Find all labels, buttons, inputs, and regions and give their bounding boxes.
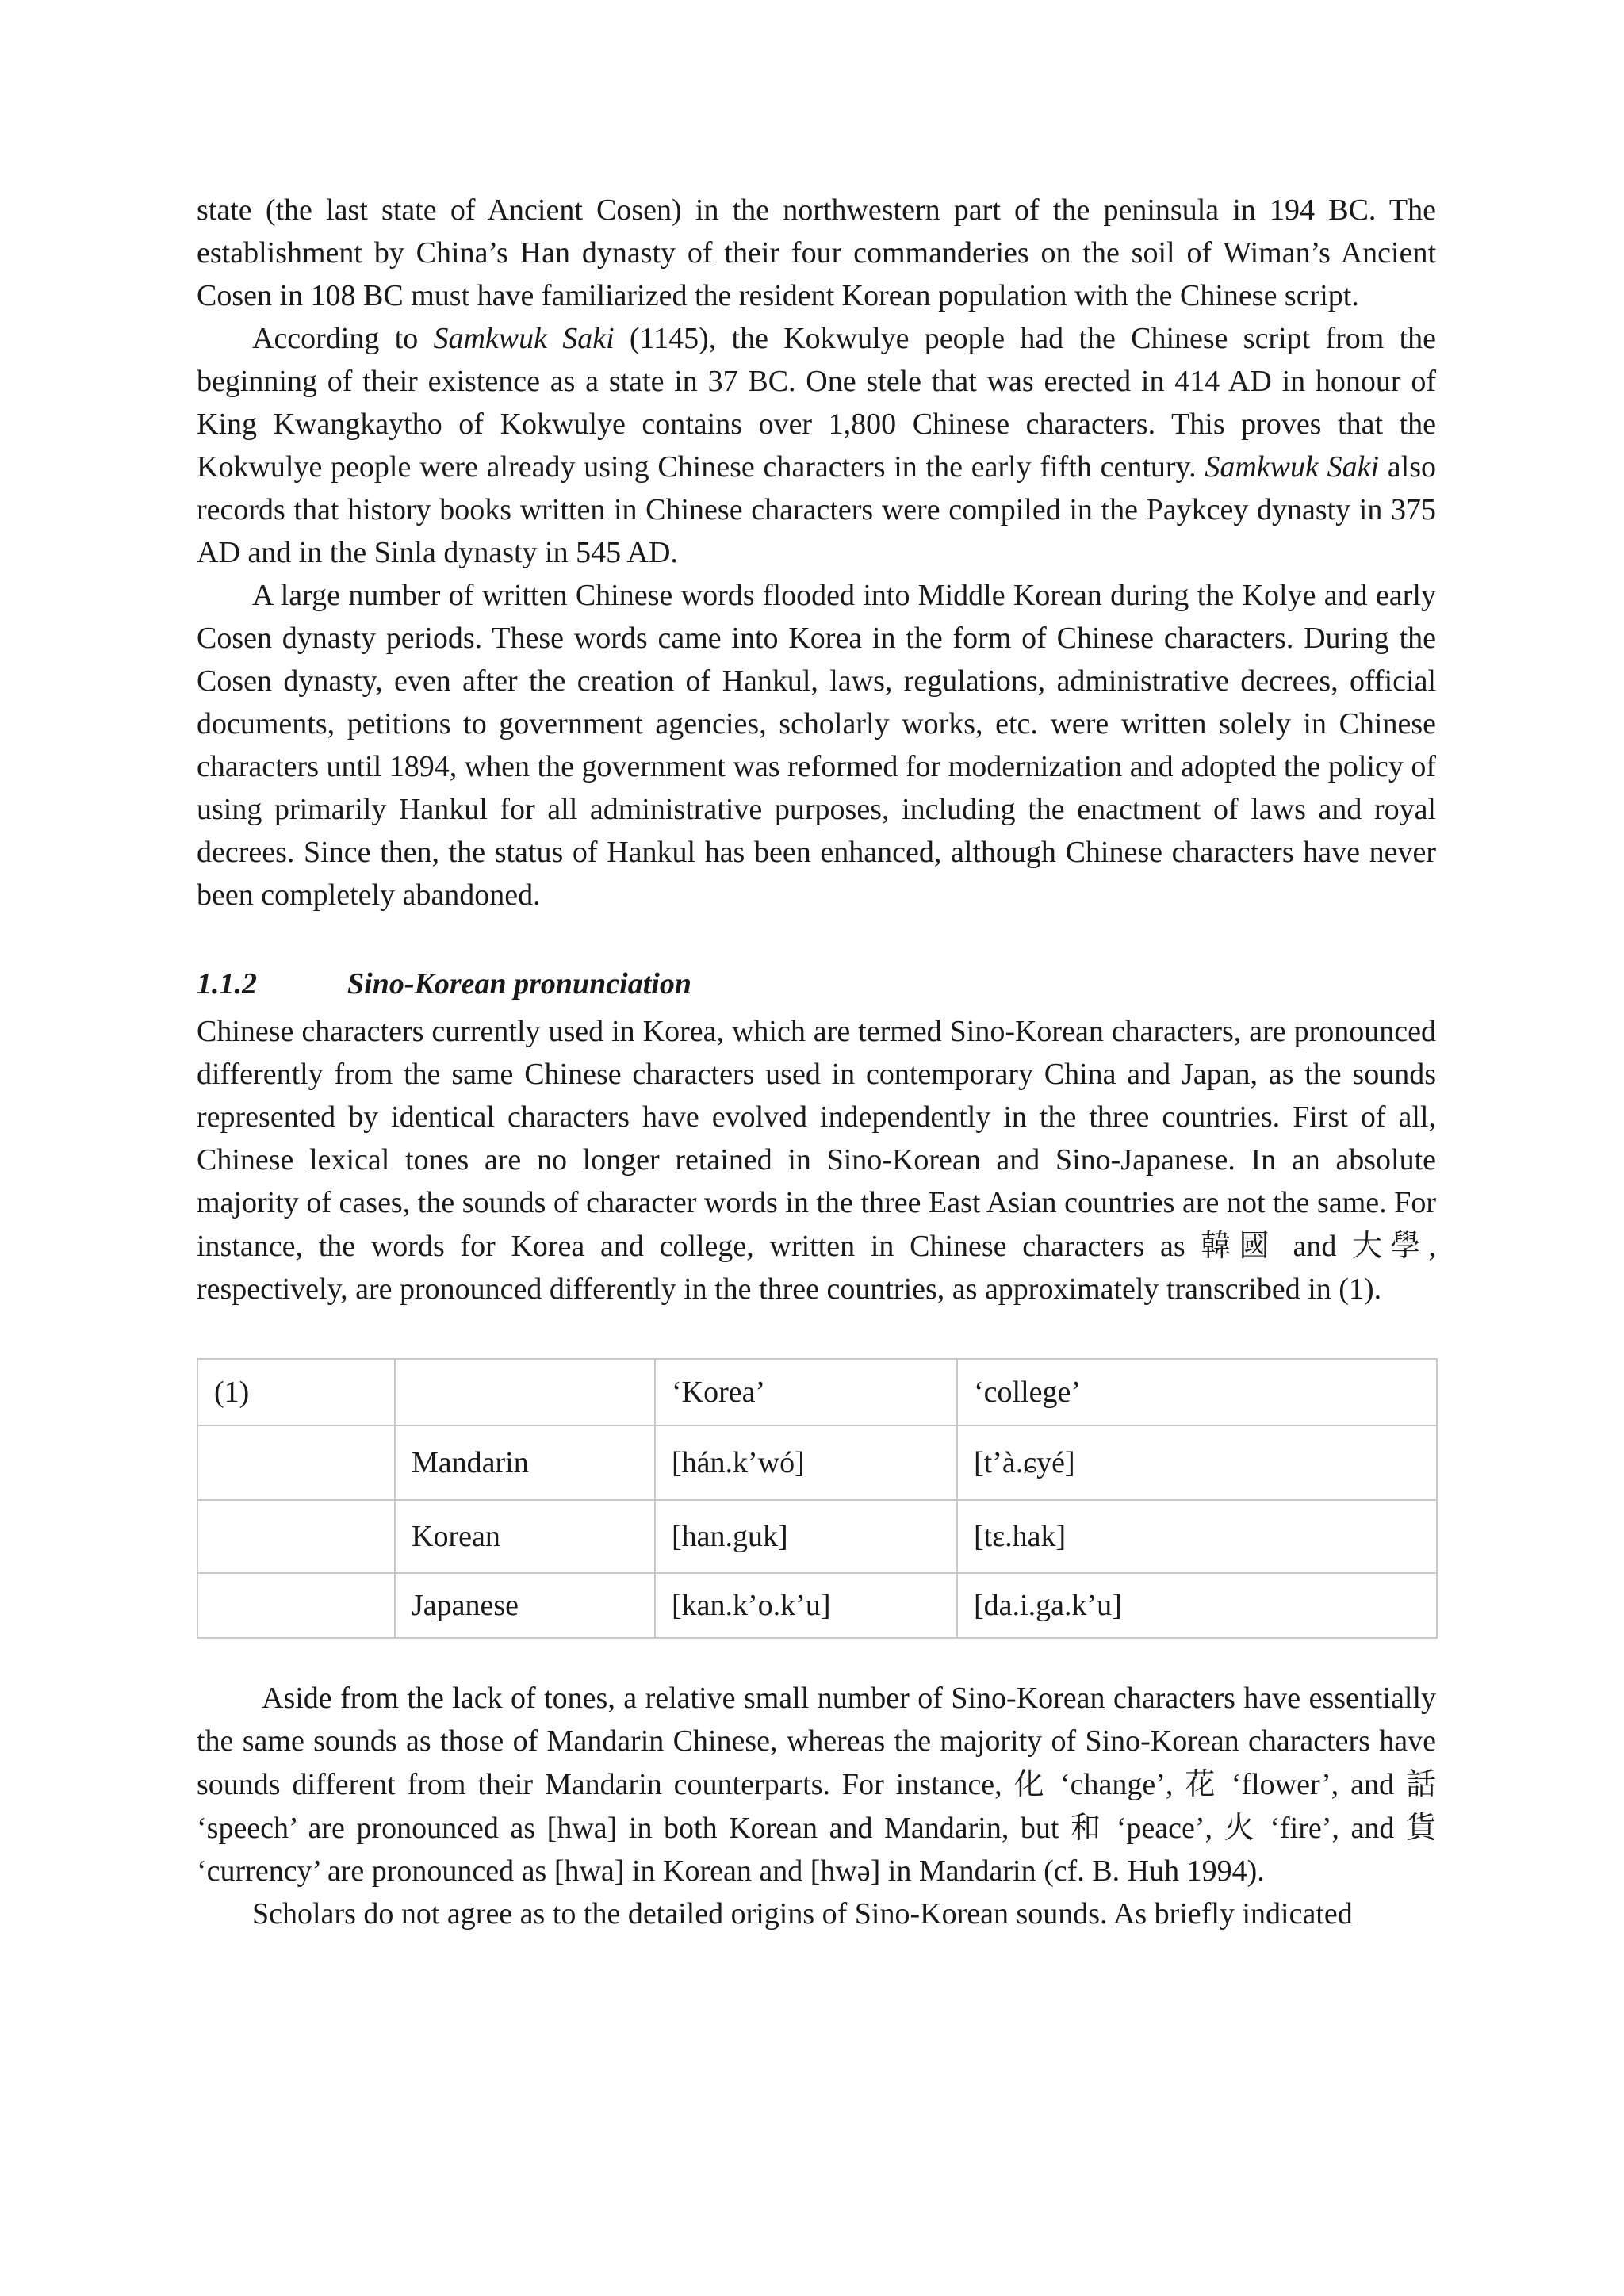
page-body (197, 189, 1436, 1935)
korea-characters: 韓國 (1201, 1228, 1277, 1263)
char-peace: 和 (1071, 1810, 1105, 1845)
table-cell: [han.guk] (655, 1500, 957, 1573)
char-change: 化 (1013, 1766, 1049, 1801)
section-title: Sino-Korean pronunciation (347, 967, 691, 1001)
table-cell: Mandarin (395, 1425, 655, 1500)
section-heading (197, 958, 1436, 1010)
pronunciation-table (197, 1358, 1438, 1639)
table-row (197, 1573, 1437, 1638)
gloss-fire: ‘fire’, and (1258, 1812, 1406, 1845)
table-header-row (197, 1359, 1437, 1425)
paragraph-6: Scholars do not agree as to the detailed origins of Sino-Korean sounds. As briefly indicated (252, 1897, 1353, 1931)
table-cell: [da.i.ga.k’u] (957, 1573, 1437, 1638)
table-cell: [tɛ.hak] (957, 1500, 1437, 1573)
table-cell: Korean (395, 1500, 655, 1573)
table-cell: [kan.k’o.k’u] (655, 1573, 957, 1638)
paragraph-3: A large number of written Chinese words flooded into Middle Korean during the Kolye and early Cosen dynasty periods. These words came into Korea in the form of Chinese characters. During the Cosen dynasty, even after the creation of Hankul, laws, regulations, administrative decrees, official documents, petitions to government agencies, scholarly works, etc. were written solely in Chinese characters until 1894, when the government was reformed for modernization and adopted the policy of using primarily Hankul for all administrative purposes, including the enactment of laws and royal decrees. Since then, the status of Hankul has been enhanced, although Chinese characters have never been completely abandoned. (197, 579, 1436, 912)
paragraph-4-text-c: , respectively, are pronounced differently in the three countries, as approximately transcribed in (1). (197, 1230, 1436, 1306)
table-row (197, 1500, 1437, 1573)
paragraph-2-text-c: also records that history books written in Chinese characters were compiled in the Paykcey dynasty in 375 AD and in the Sinla dynasty in 545 AD. (197, 450, 1436, 569)
paragraph-2 (197, 317, 1436, 574)
paragraph-5-text-a: Aside from the lack of tones, a relative small number of Sino-Korean characters have essentially the same sounds as those of Mandarin Chinese, whereas the majority of Sino-Korean characters have sounds different from their Mandarin counterparts. For instance, (197, 1682, 1436, 1801)
example-label: (1) (197, 1359, 395, 1425)
paragraph-2-text-a: According to (252, 322, 434, 355)
college-characters: 大學 (1352, 1228, 1429, 1263)
char-flower: 花 (1185, 1766, 1220, 1801)
paragraph-1: state (the last state of Ancient Cosen) in the northwestern part of the peninsula in 194 BC. The establishment by China’s Han dynasty of their four commanderies on the soil of Wiman’s Ancient Cosen in 108 BC must have familiarized the resident Korean population with the Chinese script. (197, 193, 1436, 312)
paragraph-4-text-b: and (1277, 1230, 1353, 1263)
char-speech: 話 (1405, 1766, 1436, 1801)
gloss-change: ‘change’, (1048, 1768, 1185, 1801)
table-cell: [t’à.ɕyé] (957, 1425, 1437, 1500)
table-cell: [hán.k’wó] (655, 1425, 957, 1500)
table-cell (197, 1573, 395, 1638)
title-samkwuk-saki-2: Samkwuk Saki (1205, 450, 1380, 484)
table-row (197, 1425, 1437, 1500)
table-header-cell (395, 1359, 655, 1425)
table-header-cell: ‘college’ (957, 1359, 1437, 1425)
table-cell (197, 1500, 395, 1573)
title-samkwuk-saki: Samkwuk Saki (433, 322, 615, 355)
char-currency: 貨 (1405, 1810, 1436, 1845)
paragraph-4 (197, 1010, 1436, 1311)
char-fire: 火 (1224, 1810, 1258, 1845)
paragraph-5 (197, 1677, 1436, 1892)
section-number: 1.1.2 (197, 967, 257, 1001)
paragraph-4-text-a: Chinese characters currently used in Korea, which are termed Sino-Korean characters, are pronounced differently from the same Chinese characters used in contemporary China and Japan, as the sounds represented by identical characters have evolved independently in the three countries. First of all, Chinese lexical tones are no longer retained in Sino-Korean and Sino-Japanese. In an absolute majority of cases, the sounds of character words in the three East Asian countries are not the same. For instance, the words for Korea and college, written in Chinese characters as (197, 1015, 1436, 1263)
paragraph-2-text-b: (1145), the Kokwulye people had the Chinese script from the beginning of their existence as a state in 37 BC. One stele that was erected in 414 AD in honour of King Kwangkaytho of Kokwulye contains over 1,800 Chinese characters. This proves that the Kokwulye people were already using Chinese characters in the early fifth century. (197, 322, 1436, 484)
table-cell: Japanese (395, 1573, 655, 1638)
gloss-flower: ‘flower’, and (1219, 1768, 1406, 1801)
gloss-peace: ‘peace’, (1105, 1812, 1224, 1845)
table-header-cell: ‘Korea’ (655, 1359, 957, 1425)
table-cell (197, 1425, 395, 1500)
gloss-currency: ‘currency’ are pronounced as [hwa] in Korean and [hwə] in Mandarin (cf. B. Huh 1994). (197, 1854, 1265, 1888)
gloss-speech: ‘speech’ are pronounced as [hwa] in both Korean and Mandarin, but (197, 1812, 1071, 1845)
